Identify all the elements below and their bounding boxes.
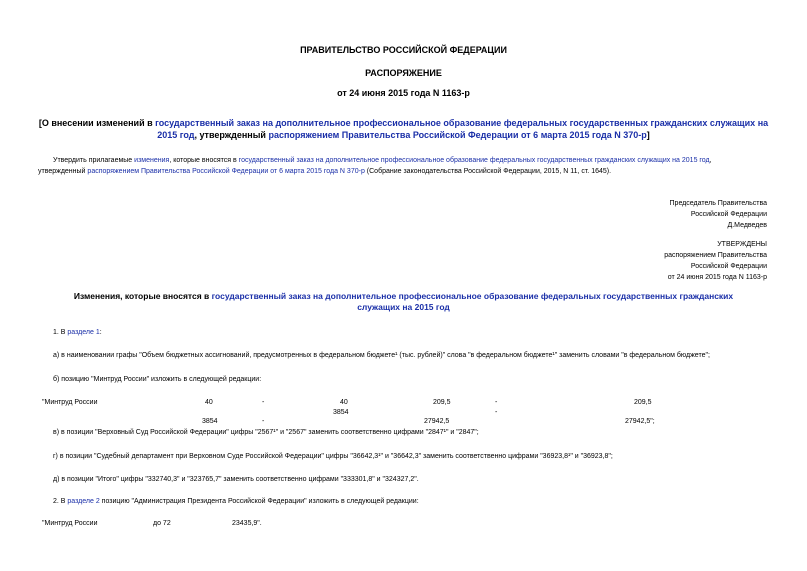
item-1v: в) в позиции "Верховный Суд Российской Федерации" цифры "2567¹" и "2567" заменить соответственно цифрами "2847¹" и "2847"; <box>53 429 479 436</box>
changes-title-text: Изменения, которые вносятся в <box>73 291 212 301</box>
table1-cell: 27942,5 <box>424 418 450 425</box>
approval-stamp: УТВЕРЖДЕНЫ <box>717 241 767 248</box>
title-link-state-order[interactable]: государственный заказ на дополнительное профессиональное образование федеральных государственных гражданских служащих на <box>155 118 769 128</box>
table1-cell: 40 <box>205 399 213 406</box>
item-1 <box>53 329 102 336</box>
title-link-state-order-year[interactable]: 2015 год <box>157 130 195 140</box>
table1-cell: - <box>262 399 265 406</box>
table2-cell: до 72 <box>153 520 171 527</box>
item-2-section-link[interactable]: разделе 2 <box>67 498 100 505</box>
table2-org: "Минтруд России <box>42 520 98 527</box>
changes-title-link[interactable]: государственный заказ на дополнительное профессиональное образование федеральных государственных гражданских <box>211 291 734 301</box>
intro-text-2: , которые вносятся в <box>169 157 239 164</box>
table1-cell: 209,5 <box>433 399 451 406</box>
approval-by: распоряжением Правительства <box>664 252 767 259</box>
item-1g: г) в позиции "Судебный департамент при Верховном Суде Российской Федерации" цифры "36642,3¹" и "36642,3" заменить соответственно цифрами "36923,8¹" и "36923,8"; <box>53 453 613 460</box>
table1-cell: 209,5 <box>634 399 652 406</box>
intro-line-1 <box>53 155 767 166</box>
signature-position: Председатель Правительства <box>669 200 767 207</box>
title-mid: , утвержденный <box>194 130 269 140</box>
table1-cell: - <box>262 418 265 425</box>
table1-cell: 40 <box>340 399 348 406</box>
item-1-suffix: : <box>99 329 102 336</box>
intro-text-1: Утвердить прилагаемые <box>53 157 135 164</box>
item-2-suffix: позицию "Администрация Президента Российской Федерации" изложить в следующей редакции: <box>99 498 419 505</box>
document-date-number: от 24 июня 2015 года N 1163-р <box>337 88 470 98</box>
document-title <box>0 117 807 141</box>
intro-link-order-370[interactable]: распоряжением Правительства Российской Федерации от 6 марта 2015 года N 370-р <box>87 168 365 175</box>
intro-text-4: утвержденный <box>38 168 88 175</box>
table2-cell: 23435,9". <box>232 520 262 527</box>
intro-text-5: (Собрание законодательства Российской Федерации, 2015, N 11, ст. 1645). <box>364 168 612 175</box>
table1-cell: - <box>495 399 498 406</box>
item-2 <box>53 498 419 505</box>
table1-org: "Минтруд России <box>42 399 98 406</box>
item-1-section-link[interactable]: разделе 1 <box>67 329 100 336</box>
approval-date: от 24 июня 2015 года N 1163-р <box>667 274 767 281</box>
table1-cell: 3854 <box>202 418 218 425</box>
intro-line-2 <box>38 166 611 177</box>
signature-name: Д.Медведев <box>727 222 767 229</box>
changes-title <box>0 291 807 313</box>
approval-country: Российской Федерации <box>690 263 767 270</box>
item-1d: д) в позиции "Итого" цифры "332740,3" и "323765,7" заменить соответственно цифрами "333301,8" и "324327,2". <box>53 476 419 483</box>
item-1a: а) в наименовании графы "Объем бюджетных ассигнований, предусмотренных в федеральном бюджете¹ (тыс. рублей)" слова "в федеральном бюджете¹" заменить словами "в федеральном бюджете"; <box>53 352 710 359</box>
signature-country: Российской Федерации <box>690 211 767 218</box>
changes-title-link-year[interactable]: служащих на 2015 год <box>357 302 450 312</box>
intro-text-3: , <box>709 157 712 164</box>
intro-link-state-order[interactable]: государственный заказ на дополнительное профессиональное образование федеральных государственных гражданских служащих на 2015 год <box>238 157 710 164</box>
intro-link-changes[interactable]: изменения <box>134 157 170 164</box>
signature-block <box>670 198 767 231</box>
title-open: [О внесении изменений в <box>38 118 156 128</box>
approval-block <box>664 239 767 283</box>
title-close: ] <box>646 130 650 140</box>
title-link-order-370[interactable]: распоряжением Правительства Российской Федерации от 6 марта 2015 года N 370-р <box>268 130 647 140</box>
item-2-prefix: 2. В <box>53 498 68 505</box>
table1-cell: 3854 <box>333 409 349 416</box>
table1-cell: - <box>495 409 498 416</box>
item-1-prefix: 1. В <box>53 329 68 336</box>
item-1b: б) позицию "Минтруд России" изложить в следующей редакции: <box>53 376 262 383</box>
table1-cell: 27942,5"; <box>625 418 655 425</box>
government-heading: ПРАВИТЕЛЬСТВО РОССИЙСКОЙ ФЕДЕРАЦИИ <box>300 45 507 55</box>
document-type: РАСПОРЯЖЕНИЕ <box>365 68 442 78</box>
